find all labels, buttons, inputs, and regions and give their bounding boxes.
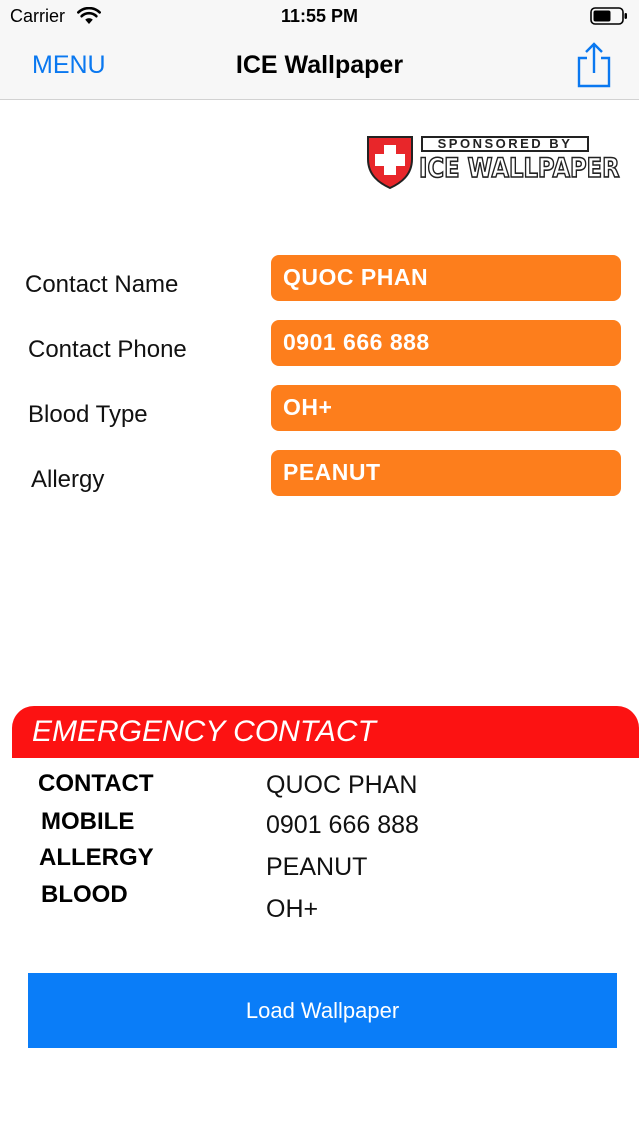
sponsor-logo	[365, 133, 620, 191]
card-value-mobile: 0901 666 888	[266, 811, 419, 839]
allergy-label: Allergy	[31, 466, 105, 493]
contact-name-label: Contact Name	[25, 271, 179, 298]
sponsored-by-text: SPONSORED BY	[421, 136, 589, 152]
sponsor-brand-text: ICE WALLPAPER	[419, 153, 620, 184]
blood-type-field[interactable]: OH+	[271, 385, 621, 431]
card-value-allergy: PEANUT	[266, 853, 368, 881]
contact-phone-label: Contact Phone	[28, 336, 187, 363]
battery-icon	[590, 7, 628, 25]
emergency-card-header	[12, 706, 639, 758]
swiss-shield-icon	[365, 133, 415, 189]
status-bar	[0, 0, 639, 34]
card-value-blood: OH+	[266, 895, 319, 923]
carrier-label: Carrier	[10, 6, 66, 26]
card-label-allergy: ALLERGY	[39, 844, 154, 871]
load-wallpaper-button[interactable]: Load Wallpaper	[28, 973, 617, 1048]
contact-phone-field[interactable]: 0901 666 888	[271, 320, 621, 366]
share-icon[interactable]	[574, 42, 614, 88]
card-label-blood: BLOOD	[41, 881, 128, 908]
contact-name-field[interactable]: QUOC PHAN	[271, 255, 621, 301]
card-label-mobile: MOBILE	[41, 808, 135, 835]
blood-type-label: Blood Type	[28, 401, 148, 428]
page-title: ICE Wallpaper	[235, 51, 404, 79]
status-time: 11:55 PM	[280, 6, 359, 26]
menu-button[interactable]: MENU	[32, 51, 106, 79]
allergy-field[interactable]: PEANUT	[271, 450, 621, 496]
card-value-contact: QUOC PHAN	[266, 771, 418, 799]
emergency-card-title: EMERGENCY CONTACT	[32, 715, 376, 748]
card-label-contact: CONTACT	[38, 770, 154, 797]
navigation-bar	[0, 34, 639, 100]
